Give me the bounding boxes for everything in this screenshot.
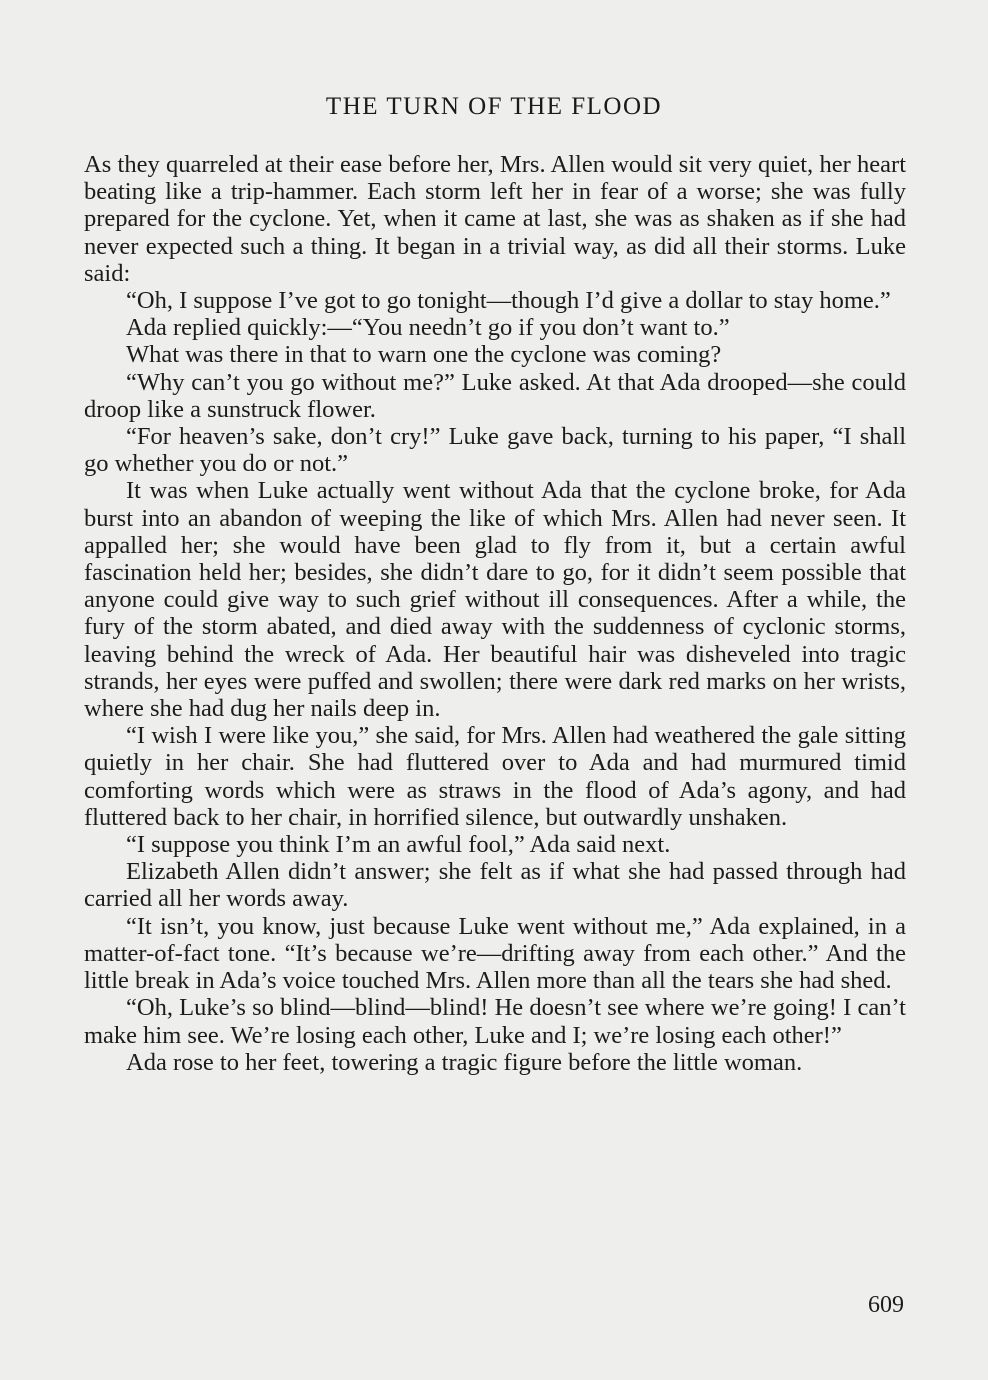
body-text [84,151,906,1076]
paragraph: Elizabeth Allen didn’t answer; she felt as if what she had passed through had carried all her words away. [84,858,906,913]
paragraph: Ada replied quickly:—“You needn’t go if you don’t want to.” [126,314,730,342]
paragraph: What was there in that to warn one the cyclone was coming? [126,341,722,369]
paragraph: “I wish I were like you,” she said, for Mrs. Allen had weathered the gale sitting quietly in her chair. She had fluttered over to Ada and had murmured timid comforting words which were as straws in the flood of Ada’s agony, and had fluttered back to her chair, in horrified silence, but outwardly unshaken. [84,722,906,831]
paragraph: “I suppose you think I’m an awful fool,” Ada said next. [126,831,671,859]
paragraph: “Oh, I suppose I’ve got to go tonight—though I’d give a dollar to stay home.” [126,287,891,315]
paragraph: “For heaven’s sake, don’t cry!” Luke gave back, turning to his paper, “I shall go whether you do or not.” [84,423,906,478]
paragraph: “It isn’t, you know, just because Luke went without me,” Ada explained, in a matter-of-fact tone. “It’s because we’re—drifting away from each other.” And the little break in Ada’s voice touched Mrs. Allen more than all the tears she had shed. [84,912,906,995]
page-number: 609 [868,1292,904,1318]
paragraph: “Why can’t you go without me?” Luke asked. At that Ada drooped—she could droop like a sunstruck flower. [84,368,906,423]
paragraph: “Oh, Luke’s so blind—blind—blind! He doesn’t see where we’re going! I can’t make him see. We’re losing each other, Luke and I; we’re losing each other!” [84,994,906,1049]
paragraph: It was when Luke actually went without Ada that the cyclone broke, for Ada burst into an abandon of weeping the like of which Mrs. Allen had never seen. It appalled her; she would have been glad to fly from it, but a certain awful fascination held her; besides, she didn’t dare to go, for it didn’t seem possible that anyone could give way to such grief without ill consequences. After a while, the fury of the storm abated, and died away with the suddenness of cyclonic storms, leaving behind the wreck of Ada. Her beautiful hair was disheveled into tragic strands, her eyes were puffed and swollen; there were dark red marks on her wrists, where she had dug her nails deep in. [84,477,906,723]
running-head: THE TURN OF THE FLOOD [325,93,663,120]
paragraph: As they quarreled at their ease before her, Mrs. Allen would sit very quiet, her heart beating like a trip-hammer. Each storm left her in fear of a worse; she was fully prepared for the cyclone. Yet, when it came at last, she was as shaken as if she had never expected such a thing. It began in a trivial way, as did all their storms. Luke said: [84,151,906,287]
paragraph: Ada rose to her feet, towering a tragic figure before the little woman. [126,1048,803,1076]
